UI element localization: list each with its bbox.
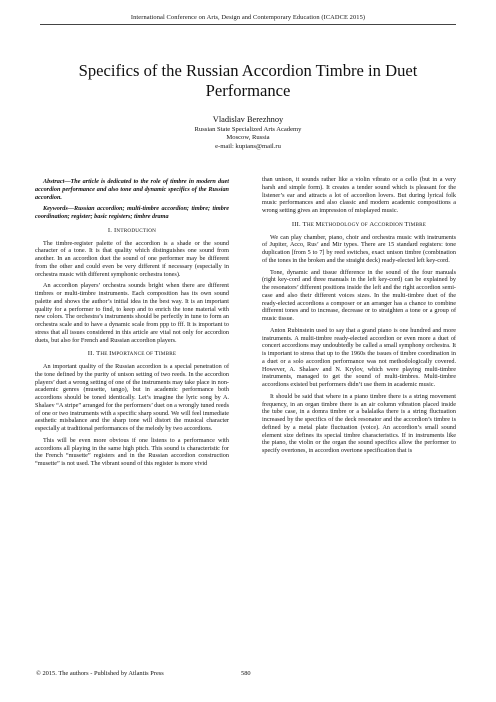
section-first-letter: A [369,220,375,228]
abstract-lead: Abstract— [43,178,71,185]
section-first-letter: I [114,226,117,234]
section-heading-introduction [35,227,229,236]
abstract [35,178,229,201]
abstract-text: The article is dedicated to the role of timbre in modern duet accordion performance and also tone and dynamic specifics of the Russian accordion. [35,178,229,201]
body-paragraph: This will be even more obvious if one listens to a performance with accordions all playing in the same high pitch. This sound is characteristic for the French “musette” registers and in the Russian accordion construction “musette” is not used. The vibrant sound of this register is more vivid [35,436,229,467]
section-numeral: II. [87,350,95,358]
body-paragraph: Anton Rubinstein used to say that a grand piano is one hundred and more instruments. A multi-timbre ready-elected accordion or even more a duet of concert accordions may undoubtedly be called a small symphony orchestra. It is important to stress that up to the 1960s the issues of timbre coordination in a duet or a solo accordion performance was not methodologically covered. However, A. Shalaev and N. Krylov, which were playing multi-timbre instruments, managed to get the sound of multi-timbres. Multi-timbre accordions existed but performers didn’t use them in academic music. [262,326,456,388]
conference-header: International Conference on Arts, Design and Contemporary Education (ICADCE 2015) [130,14,366,21]
location: Moscow, Russia [226,134,270,142]
section-rest: MPORTANCE OF [111,351,155,358]
section-heading-methodology [262,221,456,230]
keywords-text: Russian accordion; multi-timbre accordion; timbre; timbre coordination; register; basic registers; timbre drama [35,205,229,220]
section-first-letter: I [109,350,112,358]
section-rest: HE [100,351,110,358]
section-heading-importance [35,350,229,359]
author-name: Vladislav Berezhnoy [212,115,284,124]
body-paragraph: An accordion players’ orchestra sounds bright when there are different timbres or multi-timbre instruments. Each composition has its own sound palette and shows the author’s initial idea in the best way. It is an important quality for a performer to find, to keep and to enrich the tone material with new colors. The orchestra’s instruments should be perfectly in tune to form an orchestra scale and to have a dynamic scale from ppp to fff. It is important to stress that all issues considered in this article are vital not only for accordion duets, but also for French and Russian accordion players. [35,282,229,344]
body-paragraph: An important quality of the Russian accordion is a special penetration of the tone defined by the purity of unison setting of two reeds. In the accordion players’ duet a wrong setting of one of the instruments may take place in non-academic genres (musette, tango), but in academic performance both accordions should be toned identically. Let’s imagine the lyric song by A. Shalaev “A stripe” arranged for the performers’ duet on a wrongly tuned reeds of one or two instruments with a specific sharp sound. We will feel immediate aesthetic misbalance and the sharp tone will distort the musical character especially at traditional performances of the melody by two accordions. [35,363,229,432]
section-rest: ETHODOLOGY OF [321,221,370,228]
section-rest: IMBRE [408,221,427,228]
page-number: 580 [241,670,251,677]
affiliation: Russian State Specialized Arts Academy [194,126,302,133]
section-rest: IMBRE [158,351,177,358]
body-paragraph: It should be said that where in a piano timbre there is a string movement frequency, in an organ timbre there is an air column vibration placed inside the tube case, in a domra timbre or a balalaika there is a string fluctuation increased by the specifics of the deck resonator and the accordion’s timbre is defined by a metal plate fluctuation (voice). An accordion’s small sound element size defines its special timbre characteristics. If in instruments like the piano, the violin or the organ the sound specifics allow the performer to specify overtones, in accordion overtone specification that is [262,392,456,454]
author-block [40,114,456,151]
section-numeral: I. [107,226,113,234]
section-first-letter: M [315,220,322,228]
section-rest: CCORDION [374,221,405,228]
section-numeral: III. [291,220,301,228]
paper-title: Specifics of the Russian Accordion Timbre in Duet Performance [78,61,418,101]
keywords [35,205,229,221]
section-rest: NTRODUCTION [116,227,157,234]
section-rest: HE [306,221,316,228]
author-email: e-mail: kupians@mail.ru [215,142,281,150]
keywords-lead: Keywords— [43,205,74,213]
left-column [35,178,229,472]
section-first-letter: T [154,350,159,358]
body-paragraph: than unison, it sounds rather like a violin vibrato or a cello (but in a very harsh and simple form). It creates a tender sound which is pleasant for the listener’s ear and attracts a lot of accordion lovers. But during lyrical folk music performances and also classic and modern academic compositions a wrong setting gives an impression of misplayed music. [262,176,456,214]
section-first-letter: T [96,350,101,358]
body-paragraph: Tone, dynamic and tissue difference in the sound of the four manuals (right key-cord and three manuals in the left key-cord) can be explained by the resonators’ different positions inside the left and the right accordion semi-case and also their different voices sizes. In the multi-timbre duet of the ready-elected accordions a composer or an arranger has a chance to combine different tones and to increase, decrease or to straighten a tone or a group of music tissue. [262,268,456,322]
header-rule [40,24,456,25]
section-first-letter: T [302,220,307,228]
section-first-letter: T [404,220,409,228]
right-column [262,176,456,459]
body-paragraph: The timbre-register palette of the accordion is a shade or the sound character of a tone. It is that quality which distinguishes one sound from another. In an accordion duet the sound of one performer may be different from the other and could even be very different if necessary (especially in orchestra music with different symphonic orchestra tones). [35,239,229,278]
body-paragraph: We can play chamber, piano, choir and orchestra music with instruments of Jupiter, Acco, Rus’ and Mir types. There are 15 standard registers: tone duplication [from 5 to 7] by reed switches, exact unison timbre (combination of the tones in the broken and the straight deck) ready-elected left key-cord. [262,233,456,264]
footer-copyright: © 2015. The authors - Published by Atlantis Press [36,670,164,677]
